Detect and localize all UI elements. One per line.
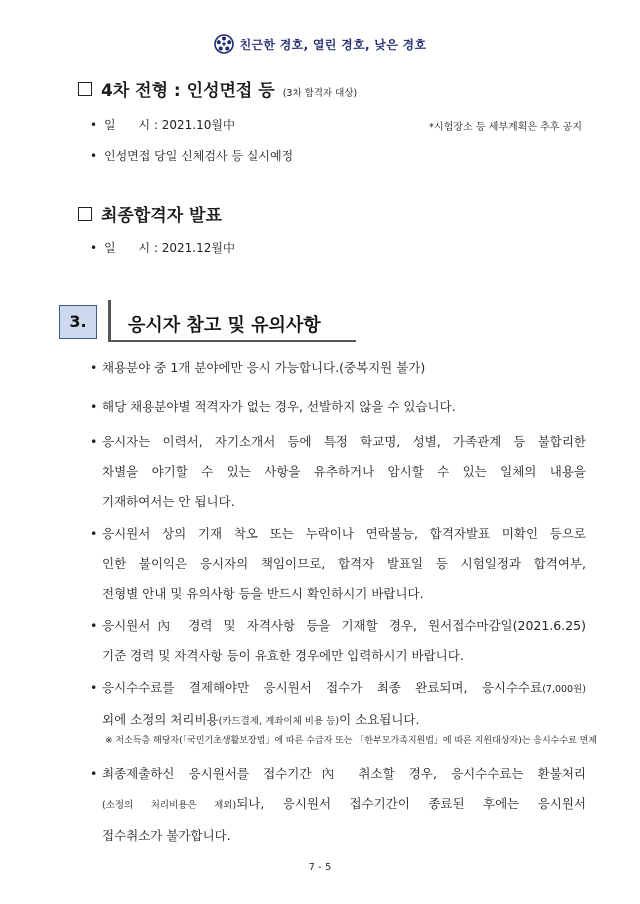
bullet-icon: • bbox=[90, 680, 98, 695]
final-date: 일 시 : 2021.12월中 bbox=[104, 241, 235, 255]
bullet-icon: • bbox=[90, 241, 98, 255]
list-item: • 응시자는 이력서, 자기소개서 등에 특정 학교명, 성별, 가족관계 등 불합리한 차별을 야기할 수 있는 사항을 유추하거나 암시할 수 있는 일체의 내용을 기재하여서는 안 됩니다. bbox=[90, 427, 586, 517]
list-item: • 채용분야 중 1개 분야에만 응시 가능합니다.(중복지원 불가) bbox=[90, 353, 586, 383]
step4-title: 4차 전형 : 인성면접 등 bbox=[101, 81, 275, 101]
bullet-icon: • bbox=[90, 526, 98, 541]
bullet-icon: • bbox=[90, 618, 98, 633]
step4-detail: 인성면접 당일 신체검사 등 실시예정 bbox=[104, 149, 294, 163]
step4-heading bbox=[78, 76, 357, 101]
bullet-icon: • bbox=[90, 434, 98, 449]
page-number: 7 - 5 bbox=[308, 862, 332, 873]
section-number-badge: 3. bbox=[59, 305, 97, 339]
fee-exemption-note: ※ 저소득층 해당자(「국민기초생활보장법」에 따른 수급자 또는 「한부모가족지원법」에 따른 지원대상자)는 응시수수료 면제 bbox=[105, 736, 597, 746]
list-item bbox=[90, 147, 293, 164]
bullet-icon: • bbox=[90, 766, 98, 781]
bullet-icon: • bbox=[90, 149, 98, 163]
section-underline bbox=[108, 340, 356, 342]
list-item: • 해당 채용분야별 적격자가 없는 경우, 선발하지 않을 수 있습니다. bbox=[90, 392, 586, 422]
bullet-icon: • bbox=[90, 118, 98, 132]
section-title: 응시자 참고 및 유의사항 bbox=[128, 315, 321, 336]
list-item: • 최종제출하신 응시원서를 접수기간內 취소할 경우, 응시수수료는 환불처리 (소정의 처리비용은 제외)되나, 응시원서 접수기간이 종료된 후에는 응시원서 접수취소가 불가합니다. bbox=[90, 759, 586, 851]
step4-date: 일 시 : 2021.10월中 bbox=[104, 118, 235, 132]
header-slogan: 친근한 경호, 열린 경호, 낮은 경호 bbox=[239, 37, 427, 52]
list-item bbox=[90, 116, 235, 133]
section-divider bbox=[108, 300, 111, 340]
venue-note: *시험장소 등 세부계획은 추후 공지 bbox=[429, 122, 582, 133]
list-item bbox=[90, 239, 235, 256]
checkbox-square-icon bbox=[78, 207, 92, 221]
final-title: 최종합격자 발표 bbox=[101, 206, 222, 226]
step4-note: (3차 합격자 대상) bbox=[282, 88, 358, 99]
list-item: • 응시원서內 경력 및 자격사항 등을 기재할 경우, 원서접수마감일(2021.6.25) 기준 경력 및 자격사항 등이 유효한 경우에만 입력하시기 바랍니다. bbox=[90, 611, 586, 671]
bullet-icon: • bbox=[90, 399, 98, 414]
final-heading bbox=[78, 201, 222, 226]
organization-logo-icon bbox=[214, 34, 234, 54]
list-item: • 응시수수료를 결제해야만 응시원서 접수가 최종 완료되며, 응시수수료(7,000원) 외에 소정의 처리비용(카드결제, 계좌이체 비용 등)이 소요됩니다. bbox=[90, 673, 586, 737]
checkbox-square-icon bbox=[78, 82, 92, 96]
page-header bbox=[0, 34, 640, 58]
bullet-icon: • bbox=[90, 360, 98, 375]
list-item: • 응시원서 상의 기재 착오 또는 누락이나 연락불능, 합격자발표 미확인 등으로 인한 불이익은 응시자의 책임이므로, 합격자 발표일 등 시험일정과 합격여부, 전형별 안내 및 유의사항 등을 반드시 확인하시기 바랍니다. bbox=[90, 519, 586, 609]
